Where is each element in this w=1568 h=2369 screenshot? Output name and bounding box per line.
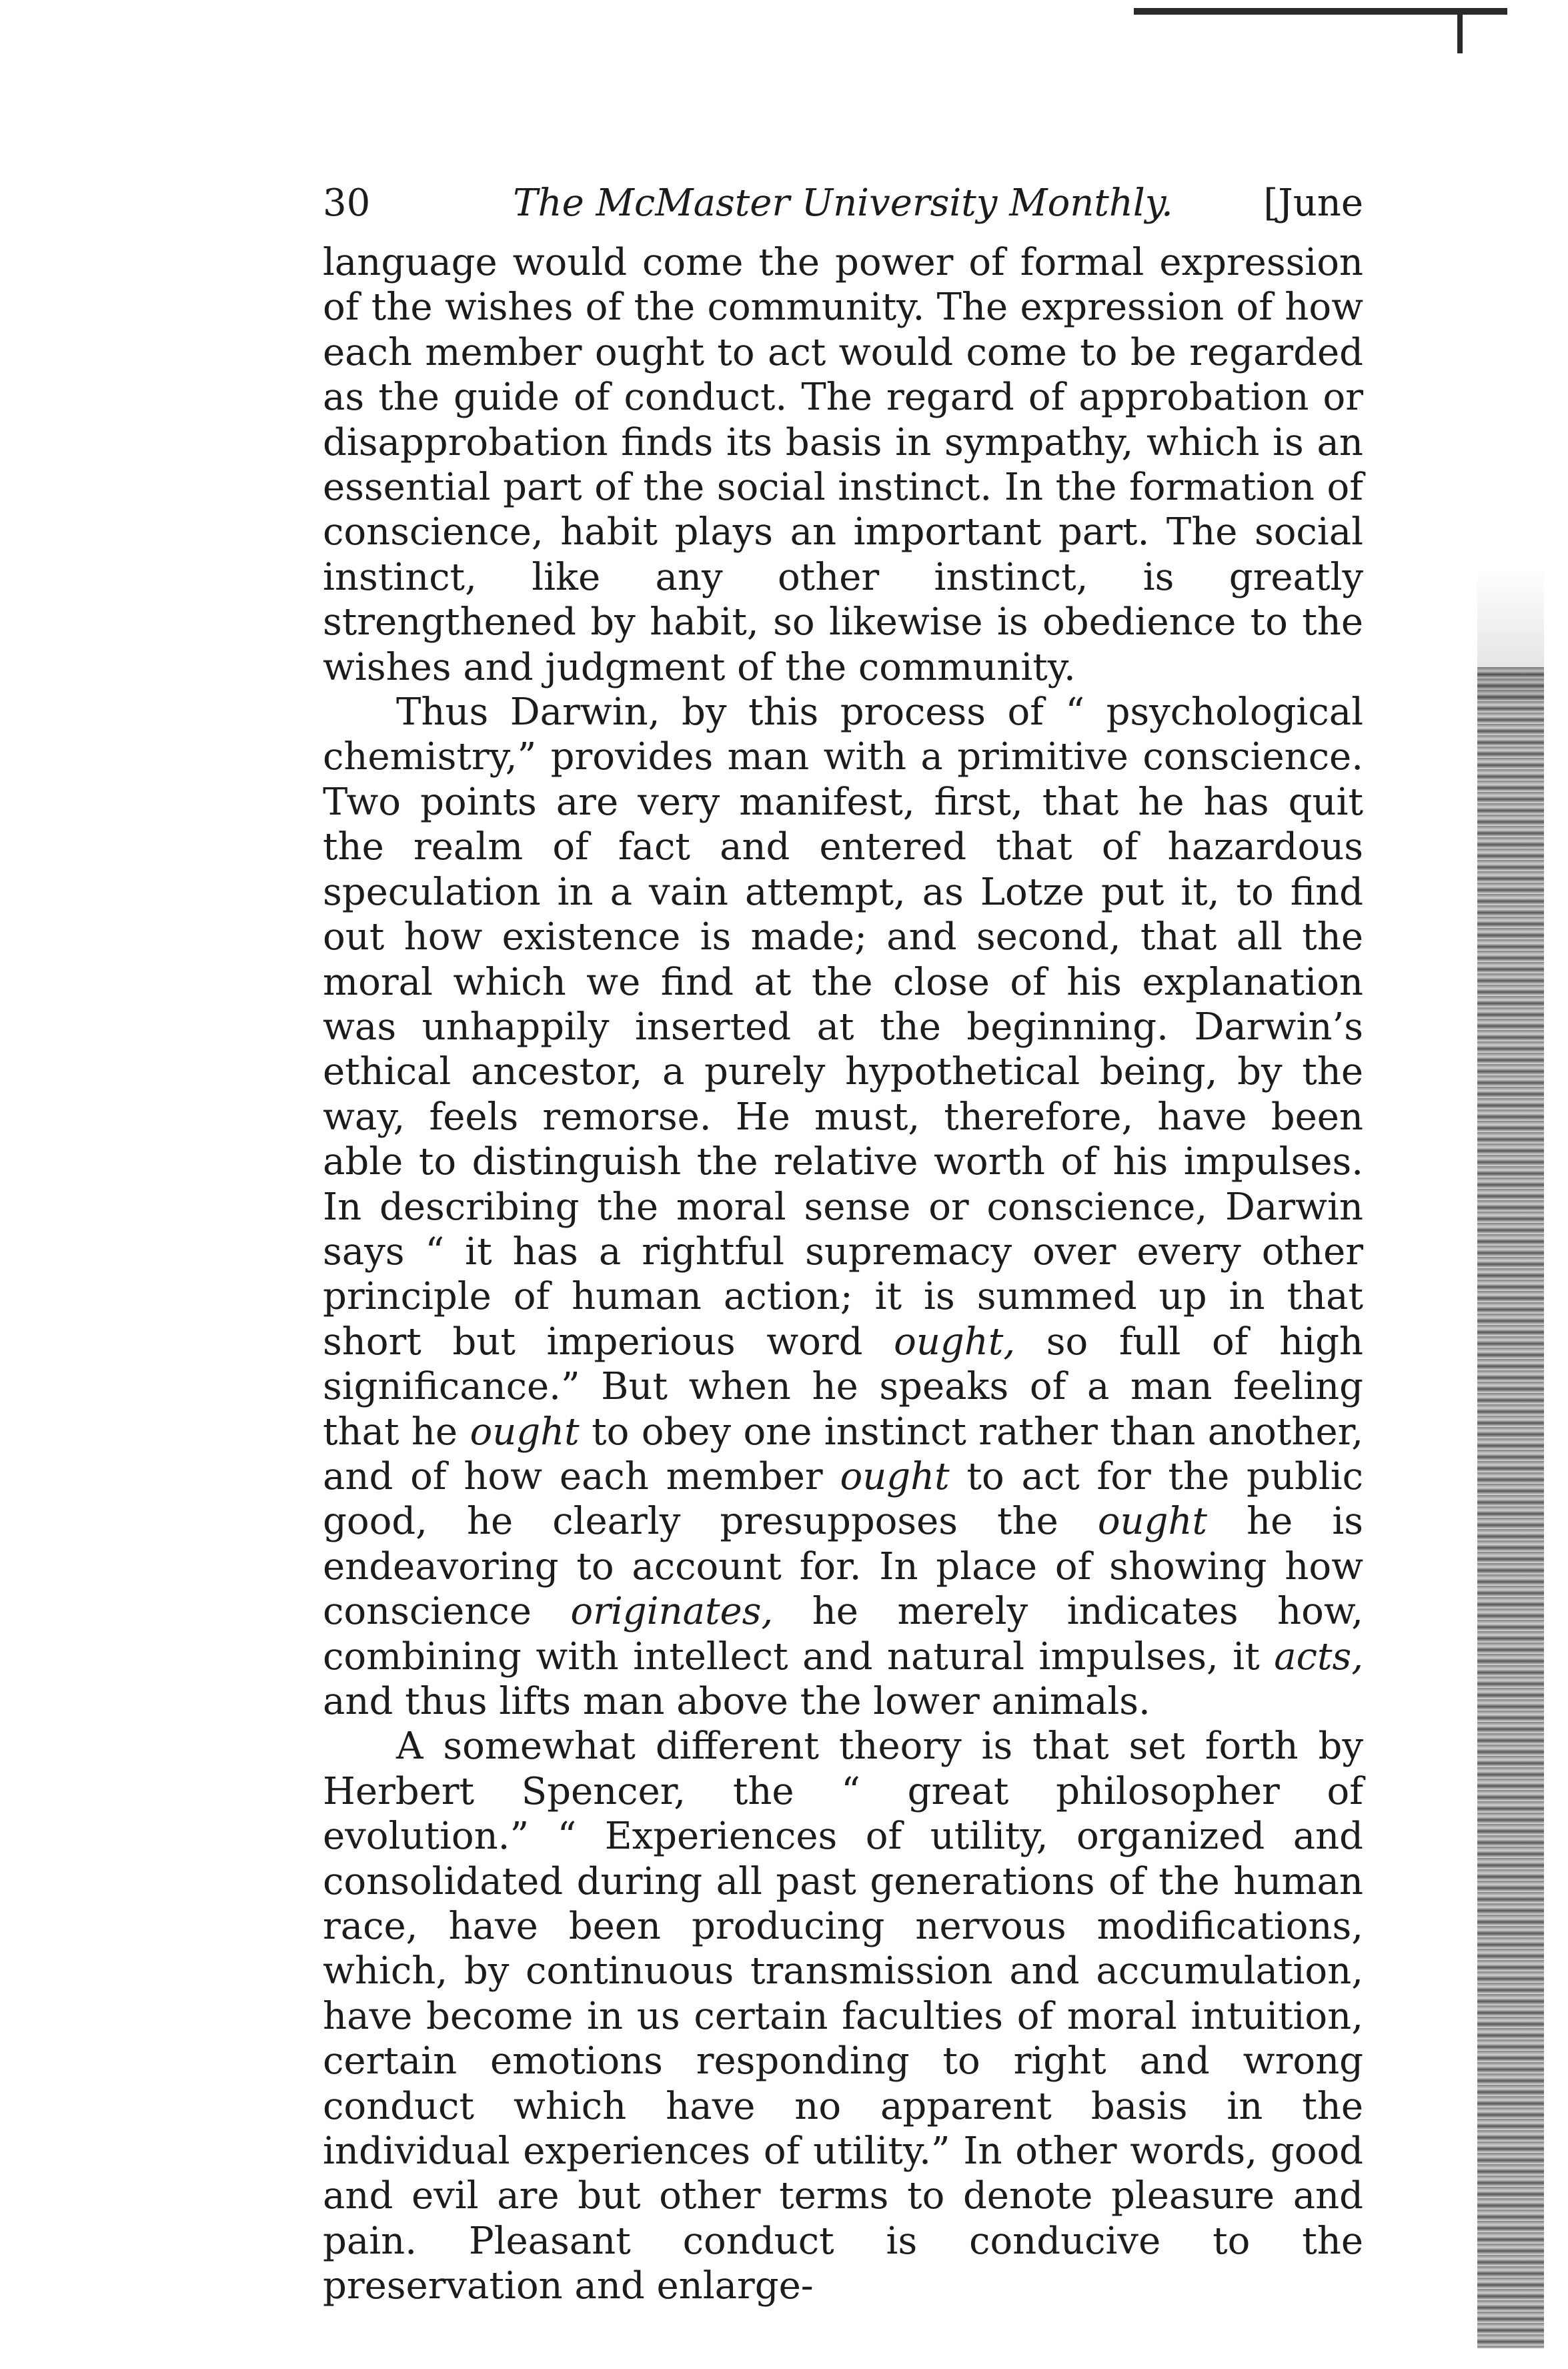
text-run: he merely indicates how, combining with intellect and natural impulses, it <box>323 1590 1363 1679</box>
text-run: he is endeavoring to account for. In place of showing how conscience <box>323 1500 1363 1634</box>
issue-month: [June <box>1263 181 1363 225</box>
paragraph <box>323 690 1363 1724</box>
paragraph <box>323 240 1363 690</box>
text-run: to obey one instinct rather than another, and of how each member <box>323 1410 1363 1498</box>
body-text <box>323 240 1363 2309</box>
italic-word: ought <box>470 1410 580 1454</box>
text-run: Thus Darwin, by this process of “ psychological chemistry,” provides man with a primitive conscience. Two points are very manifest, first, that he has quit the realm of fact and entered that of hazardous speculation in a vain attempt, as Lotze put it, to find out how existence is made; and second, that all the moral which we find at the close of his explanation was unhappily inserted at the beginning. Darwin’s ethical ancestor, a purely hypothetical being, by the way, feels remorse. He must, therefore, have been able to distinguish the relative worth of his impulses. In describing the moral sense or conscience, Darwin says “ it has a rightful supremacy over every other principle of human action; it is summed up in that short but imperious word <box>323 690 1363 1364</box>
italic-word: acts, <box>1274 1634 1363 1679</box>
paragraph <box>323 1724 1363 2308</box>
italic-word: originates, <box>570 1590 774 1634</box>
italic-word: ought <box>840 1454 950 1498</box>
running-title: The McMaster University Monthly. <box>513 181 1173 225</box>
top-rule-tail <box>1457 13 1463 53</box>
text-run: to act for the public good, he clearly presupposes the <box>323 1454 1363 1544</box>
page-header <box>323 167 1363 240</box>
page <box>323 167 1363 2309</box>
page-number: 30 <box>323 181 371 225</box>
binding-shadow <box>1477 667 1544 2348</box>
italic-word: ought <box>1097 1500 1208 1544</box>
text-run: language would come the power of formal expression of the wishes of the community. The expression of how each member ought to act would come to be regarded as the guide of conduct. The regard of approbation or disapprobation finds its basis in sympathy, which is an essential part of the social instinct. In the formation of conscience, habit plays an important part. The social instinct, like any other instinct, is greatly strengthened by habit, so likewise is obedience to the wishes and judgment of the community. <box>323 241 1363 689</box>
text-run: and thus lifts man above the lower animals. <box>323 1680 1150 1723</box>
top-rule <box>1134 8 1507 15</box>
italic-word: ought, <box>894 1320 1016 1364</box>
text-run: so full of high significance.” But when he speaks of a man feeling that he <box>323 1320 1363 1454</box>
text-run: A somewhat different theory is that set forth by Herbert Spencer, the “ great philosopher of evolution.” “ Experiences of utility, organized and consolidated during all past generations of the human race, have been producing nervous modifications, which, by continuous transmission and accumulation, have become in us certain faculties of moral intuition, certain emotions responding to right and wrong conduct which have no apparent basis in the individual experiences of utility.” In other words, good and evil are but other terms to denote pleasure and pain. Pleasant conduct is conducive to the preservation and enlarge- <box>323 1725 1363 2308</box>
